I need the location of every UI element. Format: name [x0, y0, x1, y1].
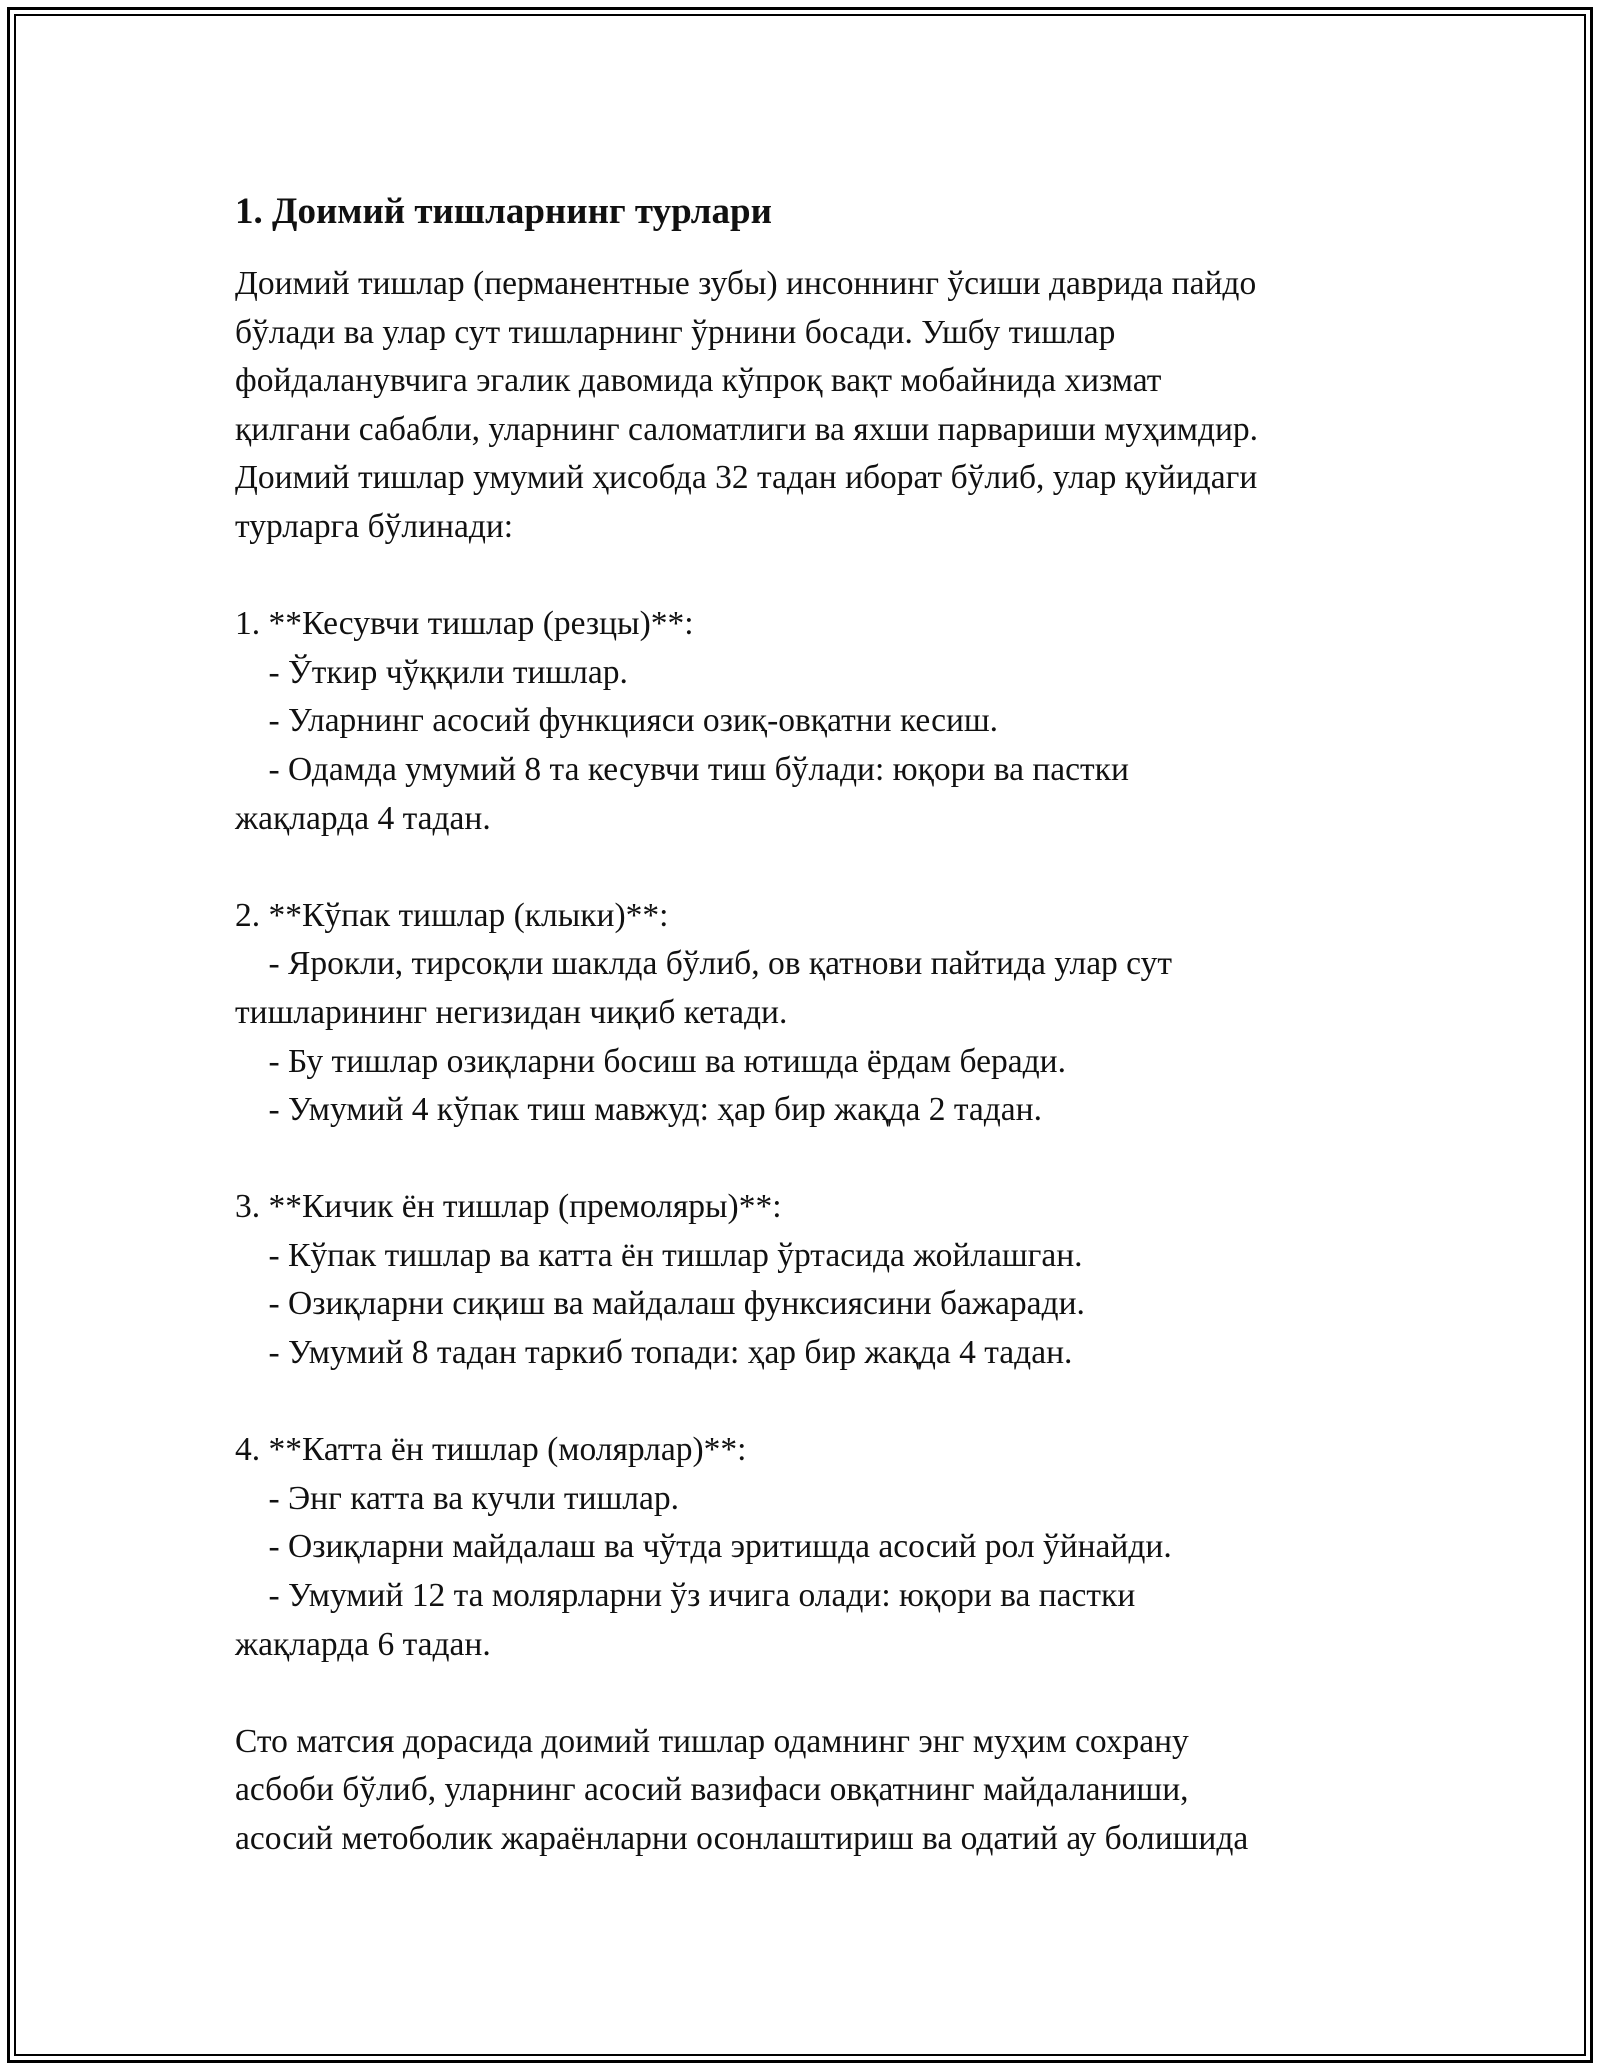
tooth-type-incisors: [235, 600, 1385, 843]
list-item-detail: тишларининг негизидан чиқиб кетади.: [235, 993, 788, 1031]
list-item-detail: - Одамда умумий 8 та кесувчи тиш бўлади: юқори ва пастки: [235, 750, 1129, 788]
list-item-detail: жақларда 6 тадан.: [235, 1625, 491, 1663]
list-item-detail: жақларда 4 тадан.: [235, 799, 491, 837]
blank-line: [235, 843, 1385, 892]
tooth-type-molars: [235, 1426, 1385, 1669]
intro-line: турларга бўлинади:: [235, 507, 514, 545]
intro-line: бўлади ва улар сут тишларнинг ўрнини босади. Ушбу тишлар: [235, 313, 1116, 351]
list-item-detail: - Озиқларни сиқиш ва майдалаш функсиясини бажаради.: [235, 1285, 1085, 1323]
list-item-detail: - Ярокли, тирсоқли шаклда бўлиб, ов қатнови пайтида улар сут: [235, 945, 1173, 983]
section-heading: 1. Доимий тишларнинг турлари: [235, 191, 772, 232]
list-item-detail: - Умумий 8 тадан таркиб топади: ҳар бир жақда 4 тадан.: [235, 1334, 1073, 1372]
closing-line: асосий метоболик жараёнларни осонлаштириш ва одатий ау болишида: [235, 1820, 1249, 1857]
list-item-detail: - Умумий 12 та молярларни ўз ичига олади: юқори ва пастки: [235, 1577, 1136, 1615]
document-body: [235, 186, 1385, 1864]
tooth-type-premolars: [235, 1183, 1385, 1377]
list-item-heading: 3. **Кичик ён тишлар (премоляры)**:: [235, 1188, 782, 1226]
closing-line: асбоби бўлиб, уларнинг асосий вазифаси овқатнинг майдаланиши,: [235, 1771, 1189, 1809]
list-item-heading: 4. **Катта ён тишлар (молярлар)**:: [235, 1431, 747, 1469]
blank-line: [235, 1135, 1385, 1184]
intro-line: Доимий тишлар (перманентные зубы) инсоннинг ўсиши даврида пайдо: [235, 265, 1257, 302]
intro-line: фойдаланувчига эгалик давомида кўпроқ вақт мобайнида хизмат: [235, 362, 1162, 400]
blank-line: [235, 1378, 1385, 1427]
list-item-detail: - Бу тишлар озиқларни босиш ва ютишда ёрдам беради.: [235, 1042, 1066, 1080]
intro-line: қилгани сабабли, уларнинг саломатлиги ва яхши парвариши муҳимдир.: [235, 410, 1259, 448]
list-item-heading: 1. **Кесувчи тишлар (резцы)**:: [235, 605, 694, 643]
list-item-heading: 2. **Кўпак тишлар (клыки)**:: [235, 896, 669, 934]
blank-line: [235, 1669, 1385, 1718]
list-item-detail: - Ўткир чўққили тишлар.: [235, 653, 628, 691]
list-item-detail: - Уларнинг асосий функцияси озиқ-овқатни кесиш.: [235, 702, 999, 740]
blank-line: [235, 552, 1385, 601]
closing-line: Сто матсия дорасида доимий тишлар одамнинг энг муҳим сохрану: [235, 1722, 1189, 1760]
intro-paragraph: [235, 260, 1385, 552]
list-item-detail: - Озиқларни майдалаш ва чўтда эритишда асосий рол ўйнайди.: [235, 1528, 1172, 1566]
intro-line: Доимий тишлар умумий ҳисобда 32 тадан иборат бўлиб, улар қуйидаги: [235, 459, 1258, 497]
tooth-type-canines: [235, 892, 1385, 1135]
list-item-detail: - Энг катта ва кучли тишлар.: [235, 1479, 680, 1517]
list-item-detail: - Кўпак тишлар ва катта ён тишлар ўртасида жойлашган.: [235, 1236, 1083, 1274]
list-item-detail: - Умумий 4 кўпак тиш мавжуд: ҳар бир жақда 2 тадан.: [235, 1091, 1042, 1129]
closing-paragraph: [235, 1718, 1385, 1864]
